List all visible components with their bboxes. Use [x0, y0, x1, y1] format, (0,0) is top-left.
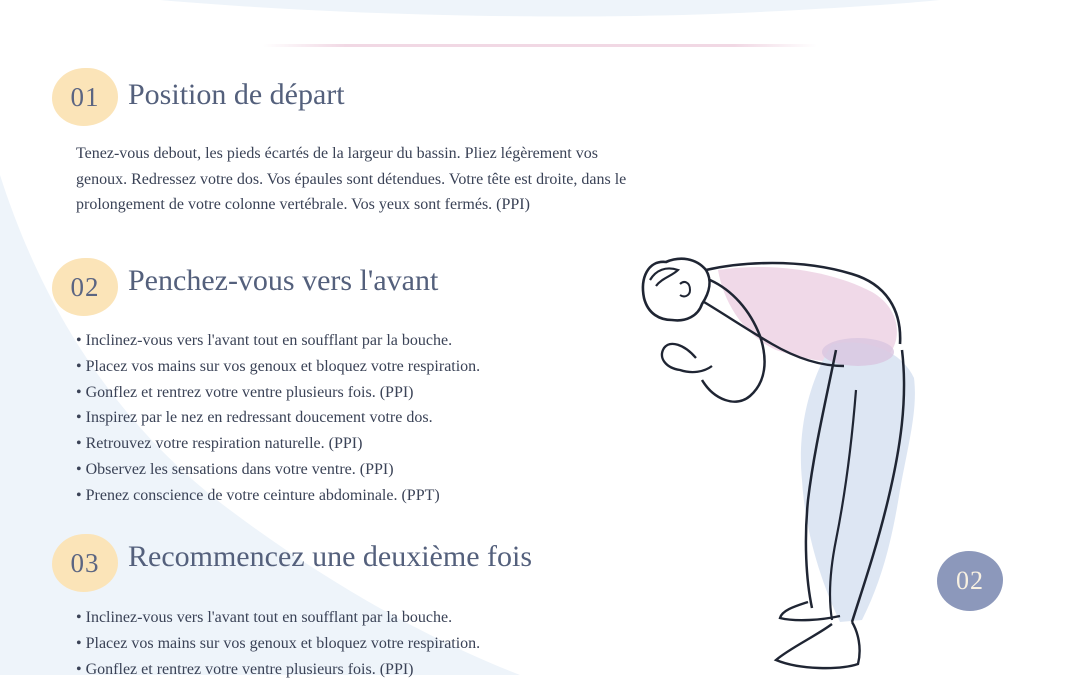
- back-foot-outline: [776, 622, 860, 668]
- section-number-03: 03: [52, 534, 118, 592]
- section-bullets-02: [76, 328, 480, 509]
- section-text-01: Tenez-vous debout, les pieds écartés de la largeur du bassin. Pliez légèrement vos genoux. Redressez votre dos. Vos épaules sont détendues. Votre tête est droite, dans le prolongement de votre colonne vertébrale. Vos yeux sont fermés. (PPI): [76, 145, 627, 213]
- top-cloud-shape: [160, 0, 940, 16]
- page-number-badge: 02: [937, 551, 1003, 611]
- hair-outline: [650, 268, 678, 286]
- section-title-03: Recommencez une deuxième fois: [128, 540, 533, 573]
- section-number-02: 02: [52, 258, 118, 316]
- hand-outline: [662, 344, 712, 372]
- section-number-01: 01: [52, 68, 118, 126]
- list-item: • Observez les sensations dans votre ventre. (PPI): [76, 457, 480, 483]
- list-item: • Placez vos mains sur vos genoux et bloquez votre respiration.: [76, 354, 480, 380]
- list-item: • Prenez conscience de votre ceinture abdominale. (PPT): [76, 483, 480, 509]
- list-item: • Gonflez et rentrez votre ventre plusieurs fois. (PPI): [76, 380, 480, 406]
- section-title-02: Penchez-vous vers l'avant: [128, 264, 439, 297]
- list-item: • Gonflez et rentrez votre ventre plusieurs fois. (PPI): [76, 657, 480, 682]
- list-item: • Inclinez-vous vers l'avant tout en soufflant par la bouche.: [76, 328, 480, 354]
- list-item: • Inclinez-vous vers l'avant tout en soufflant par la bouche.: [76, 605, 480, 631]
- section-title-01: Position de départ: [128, 78, 345, 111]
- ear-outline: [680, 282, 690, 296]
- head-outline: [643, 259, 709, 321]
- list-item: • Retrouvez votre respiration naturelle. (PPI): [76, 431, 480, 457]
- top-divider: [263, 44, 817, 47]
- list-item: • Placez vos mains sur vos genoux et bloquez votre respiration.: [76, 631, 480, 657]
- pants-fill: [801, 342, 915, 622]
- person-bending-forward-illustration: [600, 240, 940, 675]
- section-bullets-03: [76, 605, 480, 682]
- list-item: • Inspirez par le nez en redressant doucement votre dos.: [76, 405, 480, 431]
